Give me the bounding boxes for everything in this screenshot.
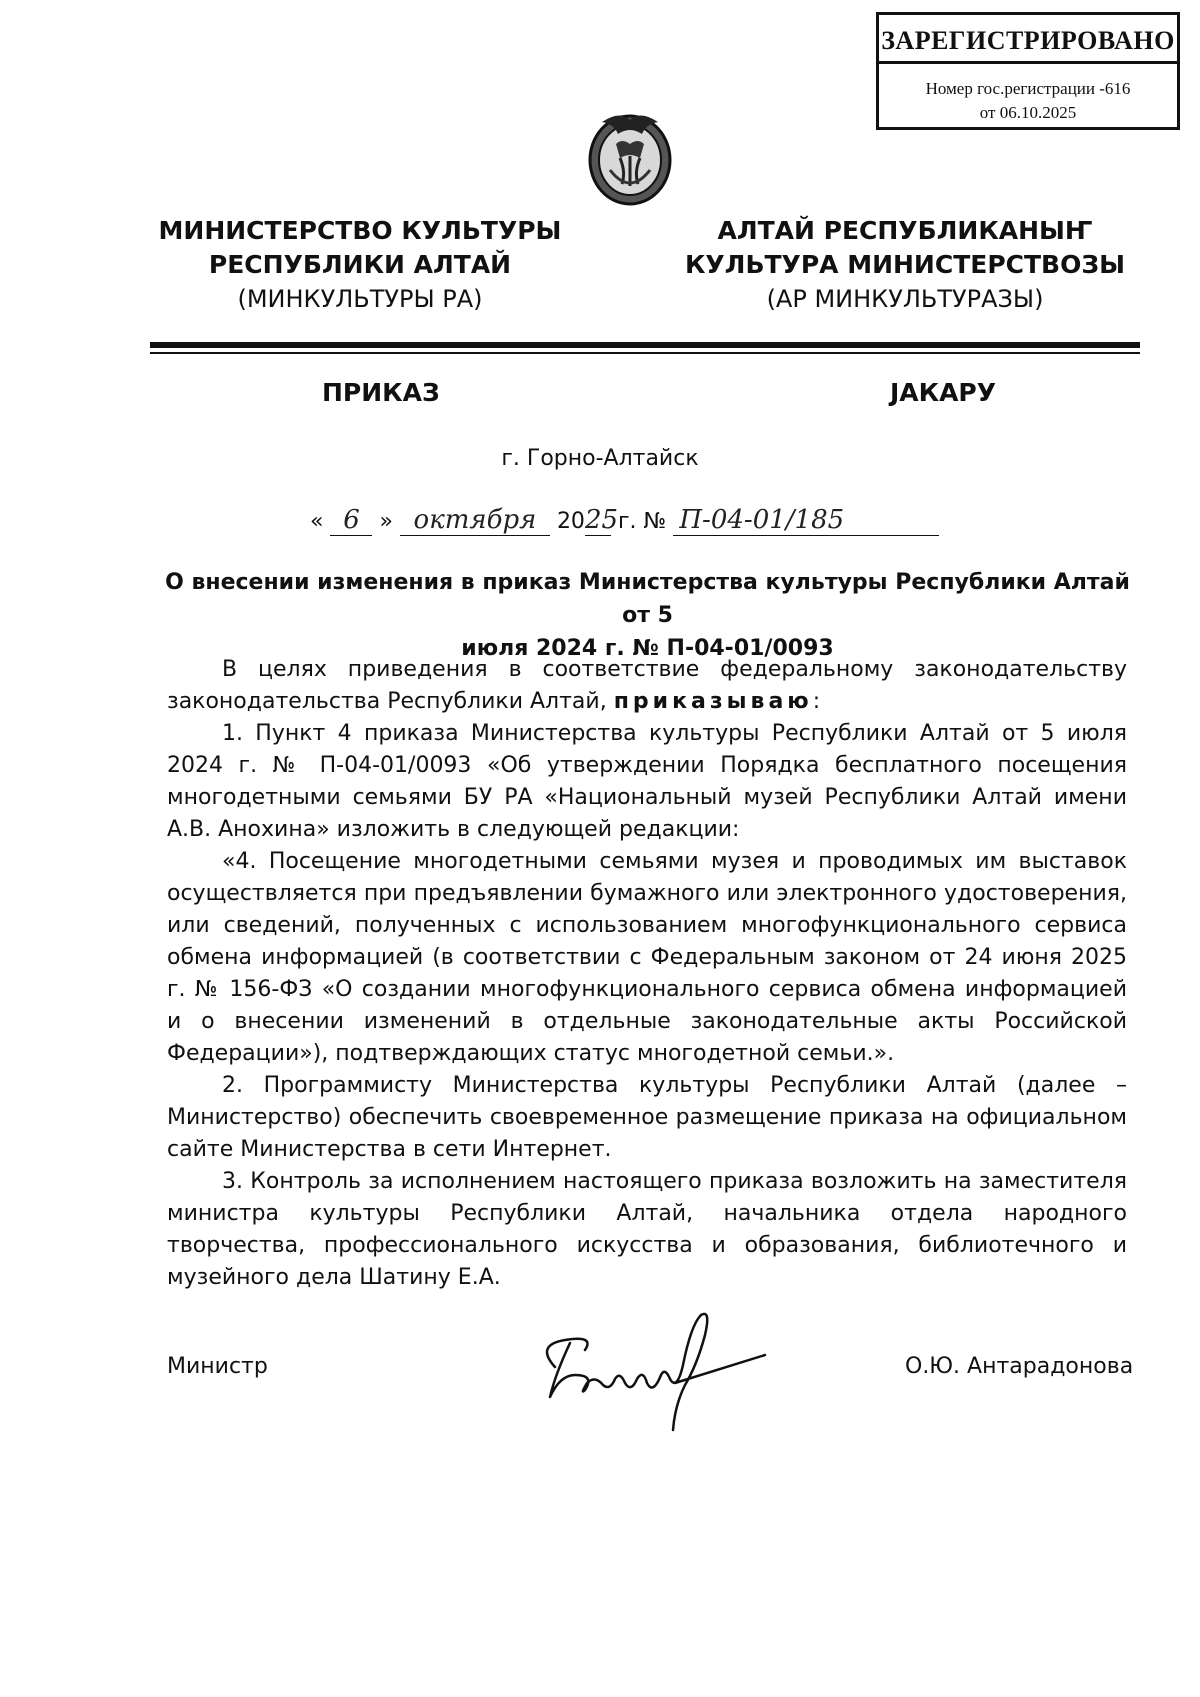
stamp-reg-date: от 06.10.2025	[979, 103, 1077, 122]
intro-command: приказываю	[613, 689, 813, 714]
intro-end: :	[812, 689, 821, 714]
date-month: октября	[400, 505, 550, 536]
city-line: г. Горно-Алтайск	[501, 446, 699, 471]
header-divider-thin	[150, 352, 1140, 354]
date-number-label: г. №	[617, 509, 667, 534]
ministry-line1: МИНИСТЕРСТВО КУЛЬТУРЫ	[158, 216, 562, 245]
ministry-altai-line1: АЛТАЙ РЕСПУБЛИКАНЫҤ	[717, 216, 1093, 245]
order-body	[167, 654, 1127, 1294]
doc-type-russian: ПРИКАЗ	[322, 378, 440, 407]
date-year-prefix: 20	[556, 509, 585, 534]
ministry-line2: РЕСПУБЛИКИ АЛТАЙ	[208, 250, 512, 279]
header-divider-thick	[150, 342, 1140, 348]
ministry-name-russian	[150, 214, 570, 316]
stamp-reg-number: Номер гос.регистрации -616	[925, 79, 1131, 98]
ministry-name-altai	[680, 214, 1130, 316]
item-3: 3. Контроль за исполнением настоящего приказа возложить на заместителя министра культуры Республики Алтай, начальника отдела народного творчества, профессионального искусства и образования, библиотечного и музейного дела Шатину Е.А.	[167, 1169, 1127, 1290]
date-close-quote: »	[379, 509, 393, 534]
order-date-number	[310, 505, 939, 541]
registration-stamp	[876, 12, 1180, 130]
subject-line1: О внесении изменения в приказ Министерства культуры Республики Алтай от 5	[165, 570, 1130, 628]
item-1: 1. Пункт 4 приказа Министерства культуры Республики Алтай от 5 июля 2024 г. № П-04-01/0093 «Об утверждении Порядка бесплатного посещения многодетными семьями БУ РА «Национальный музей Республики Алтай имени А.В. Анохина» изложить в следующей редакции:	[167, 721, 1127, 842]
signer-role: Министр	[167, 1354, 268, 1379]
order-number: П-04-01/185	[673, 505, 939, 536]
stamp-title: ЗАРЕГИСТРИРОВАНО	[879, 21, 1177, 64]
coat-of-arms-emblem	[580, 100, 680, 210]
date-open-quote: «	[310, 509, 324, 534]
intro-text: В целях приведения в соответствие федеральному законодательству законодательства Республики Алтай,	[167, 657, 1127, 714]
ministry-altai-line2: КУЛЬТУРА МИНИСТЕРСТВОЗЫ	[684, 250, 1126, 279]
ministry-altai-abbr: (АР МИНКУЛЬТУРАЗЫ)	[766, 285, 1044, 313]
doc-type-altai: ЈАКАРУ	[890, 378, 997, 407]
item-1-quote: «4. Посещение многодетными семьями музея и проводимых им выставок осуществляется при предъявлении бумажного или электронного удостоверения, или сведений, полученных с использованием многофункционального сервиса обмена информацией (в соответствии с Федеральным законом от 24 июня 2025 г. № 156-ФЗ «О создании многофункционального сервиса обмена информацией и о внесении изменений в отдельные законодательные акты Российской Федерации»), подтверждающих статус многодетной семьи.».	[167, 849, 1127, 1066]
ministry-abbr: (МИНКУЛЬТУРЫ РА)	[237, 285, 483, 313]
intro-paragraph	[167, 654, 1127, 718]
date-year-suffix: 25	[584, 505, 619, 535]
signer-name: О.Ю. Антарадонова	[905, 1354, 1134, 1379]
handwritten-signature	[525, 1305, 795, 1435]
order-subject	[160, 566, 1135, 665]
item-2: 2. Программисту Министерства культуры Республики Алтай (далее – Министерство) обеспечить своевременное размещение приказа на официальном сайте Министерства в сети Интернет.	[167, 1073, 1127, 1162]
date-day: 6	[330, 505, 372, 536]
subject-line2: июля 2024 г. № П-04-01/0093	[461, 636, 834, 661]
